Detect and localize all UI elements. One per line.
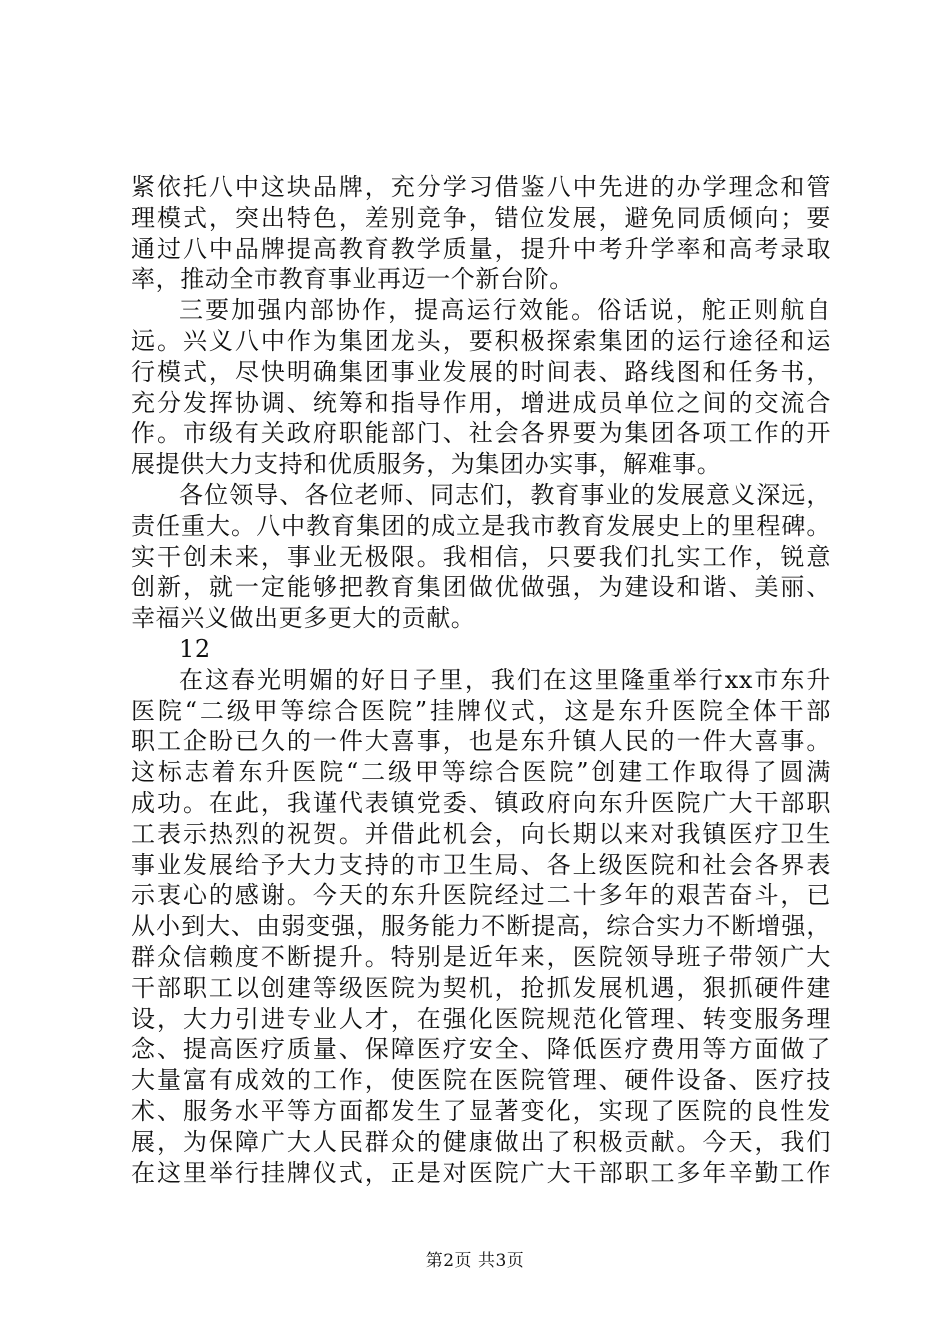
body-text bbox=[131, 172, 831, 1188]
text-line: 事业发展给予大力支持的市卫生局、各上级医院和社会各界表 bbox=[131, 850, 831, 879]
text-line: 12 bbox=[179, 634, 211, 663]
text-line: 医院“二级甲等综合医院”挂牌仪式，这是东升医院全体干部 bbox=[131, 696, 831, 725]
text-line: 行模式，尽快明确集团事业发展的时间表、路线图和任务书， bbox=[131, 357, 831, 386]
text-line: 作。市级有关政府职能部门、社会各界要为集团各项工作的开 bbox=[131, 419, 831, 448]
text-line: 干部职工以创建等级医院为契机，抢抓发展机遇，狠抓硬件建 bbox=[131, 973, 831, 1002]
text-line: 从小到大、由弱变强，服务能力不断提高，综合实力不断增强， bbox=[131, 912, 831, 941]
text-line: 远。兴义八中作为集团龙头，要积极探索集团的运行途径和运 bbox=[131, 326, 831, 355]
text-line: 展提供大力支持和优质服务，为集团办实事，解难事。 bbox=[131, 450, 722, 479]
text-line: 在这里举行挂牌仪式，正是对医院广大干部职工多年辛勤工作 bbox=[131, 1158, 831, 1187]
text-line: 成功。在此，我谨代表镇党委、镇政府向东升医院广大干部职 bbox=[131, 788, 831, 817]
text-line: 在这春光明媚的好日子里，我们在这里隆重举行xx市东升 bbox=[179, 665, 831, 694]
text-line: 三要加强内部协作，提高运行效能。俗话说，舵正则航自 bbox=[179, 296, 831, 325]
text-line: 工表示热烈的祝贺。并借此机会，向长期以来对我镇医疗卫生 bbox=[131, 819, 831, 848]
text-line: 责任重大。八中教育集团的成立是我市教育发展史上的里程碑。 bbox=[131, 511, 831, 540]
page-footer: 第2页 共3页 bbox=[425, 1251, 525, 1271]
text-line: 职工企盼已久的一件大喜事，也是东升镇人民的一件大喜事。 bbox=[131, 727, 831, 756]
text-line: 示衷心的感谢。今天的东升医院经过二十多年的艰苦奋斗，已 bbox=[131, 881, 831, 910]
text-line: 这标志着东升医院“二级甲等综合医院”创建工作取得了圆满 bbox=[131, 758, 831, 787]
text-line: 创新，就一定能够把教育集团做优做强，为建设和谐、美丽、 bbox=[131, 573, 831, 602]
text-line: 展，为保障广大人民群众的健康做出了积极贡献。今天，我们 bbox=[131, 1127, 831, 1156]
text-line: 念、提高医疗质量、保障医疗安全、降低医疗费用等方面做了 bbox=[131, 1035, 831, 1064]
text-line: 紧依托八中这块品牌，充分学习借鉴八中先进的办学理念和管 bbox=[131, 173, 831, 201]
text-line: 各位领导、各位老师、同志们，教育事业的发展意义深远， bbox=[179, 480, 831, 509]
text-line: 术、服务水平等方面都发生了显著变化，实现了医院的良性发 bbox=[131, 1096, 831, 1125]
text-line: 实干创未来，事业无极限。我相信，只要我们扎实工作，锐意 bbox=[131, 542, 831, 571]
text-line: 率，推动全市教育事业再迈一个新台阶。 bbox=[131, 265, 574, 294]
text-line: 通过八中品牌提高教育教学质量，提升中考升学率和高考录取 bbox=[131, 234, 831, 263]
text-line: 充分发挥协调、统筹和指导作用，增进成员单位之间的交流合 bbox=[131, 388, 831, 417]
text-line: 群众信赖度不断提升。特别是近年来，医院领导班子带领广大 bbox=[131, 942, 831, 971]
text-line: 大量富有成效的工作，使医院在医院管理、硬件设备、医疗技 bbox=[131, 1066, 831, 1095]
text-line: 幸福兴义做出更多更大的贡献。 bbox=[131, 604, 476, 633]
text-line: 设，大力引进专业人才，在强化医院规范化管理、转变服务理 bbox=[131, 1004, 831, 1033]
text-line: 理模式，突出特色，差别竞争，错位发展，避免同质倾向；要 bbox=[131, 203, 831, 232]
